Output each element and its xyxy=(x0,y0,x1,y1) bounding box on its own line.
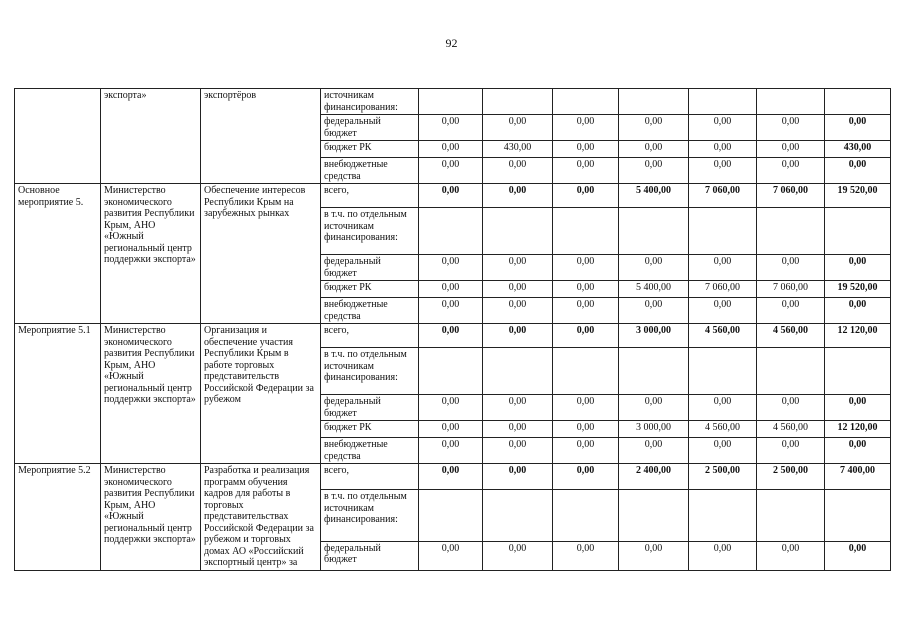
value-cell: 0,00 xyxy=(419,438,483,464)
funding-source-cell: федеральный бюджет xyxy=(321,541,419,570)
measure-cell: Мероприятие 5.2 xyxy=(15,464,101,571)
value-cell: 0,00 xyxy=(619,395,689,421)
measure-cell xyxy=(15,89,101,184)
value-cell: 7 060,00 xyxy=(757,184,825,208)
value-cell xyxy=(553,490,619,542)
value-cell: 7 060,00 xyxy=(689,184,757,208)
value-cell: 5 400,00 xyxy=(619,281,689,298)
value-cell xyxy=(419,490,483,542)
value-cell: 0,00 xyxy=(553,324,619,348)
value-cell: 0,00 xyxy=(619,298,689,324)
total-cell: 0,00 xyxy=(825,158,891,184)
funding-source-cell: внебюджетные средства xyxy=(321,438,419,464)
value-cell: 0,00 xyxy=(483,184,553,208)
funding-source-cell: в т.ч. по отдельным источникам финансирования: xyxy=(321,348,419,395)
value-cell: 0,00 xyxy=(419,298,483,324)
executor-cell: экспорта» xyxy=(101,89,201,184)
value-cell: 0,00 xyxy=(757,298,825,324)
value-cell: 3 000,00 xyxy=(619,324,689,348)
value-cell: 7 060,00 xyxy=(689,281,757,298)
value-cell: 0,00 xyxy=(419,395,483,421)
value-cell: 0,00 xyxy=(757,541,825,570)
value-cell xyxy=(619,89,689,115)
value-cell: 0,00 xyxy=(419,141,483,158)
value-cell: 0,00 xyxy=(483,324,553,348)
executor-cell: Министерство экономического развития Республики Крым, АНО «Южный региональный центр поддержки экспорта» xyxy=(101,184,201,324)
funding-source-cell: источникам финансирования: xyxy=(321,89,419,115)
value-cell: 0,00 xyxy=(689,395,757,421)
value-cell: 0,00 xyxy=(483,281,553,298)
value-cell xyxy=(419,348,483,395)
value-cell: 0,00 xyxy=(553,395,619,421)
value-cell: 0,00 xyxy=(619,541,689,570)
value-cell: 0,00 xyxy=(619,158,689,184)
total-cell: 0,00 xyxy=(825,298,891,324)
value-cell: 0,00 xyxy=(553,115,619,141)
value-cell xyxy=(483,348,553,395)
table-row xyxy=(15,184,891,208)
total-cell: 0,00 xyxy=(825,395,891,421)
page-number: 92 xyxy=(445,36,458,50)
value-cell: 2 500,00 xyxy=(757,464,825,490)
value-cell xyxy=(757,490,825,542)
total-cell: 0,00 xyxy=(825,115,891,141)
measure-cell: Мероприятие 5.1 xyxy=(15,324,101,464)
value-cell: 0,00 xyxy=(483,255,553,281)
value-cell: 7 060,00 xyxy=(757,281,825,298)
value-cell: 2 400,00 xyxy=(619,464,689,490)
value-cell: 4 560,00 xyxy=(757,324,825,348)
value-cell: 0,00 xyxy=(757,115,825,141)
funding-source-cell: федеральный бюджет xyxy=(321,395,419,421)
value-cell: 430,00 xyxy=(483,141,553,158)
value-cell xyxy=(689,348,757,395)
value-cell xyxy=(553,208,619,255)
executor-cell: Министерство экономического развития Республики Крым, АНО «Южный региональный центр поддержки экспорта» xyxy=(101,324,201,464)
value-cell: 0,00 xyxy=(483,115,553,141)
value-cell: 0,00 xyxy=(757,255,825,281)
value-cell: 4 560,00 xyxy=(689,324,757,348)
value-cell xyxy=(757,89,825,115)
value-cell: 0,00 xyxy=(553,541,619,570)
total-cell: 0,00 xyxy=(825,541,891,570)
value-cell: 0,00 xyxy=(553,438,619,464)
value-cell: 0,00 xyxy=(419,464,483,490)
value-cell: 0,00 xyxy=(483,438,553,464)
value-cell: 0,00 xyxy=(483,464,553,490)
budget-table xyxy=(14,88,891,571)
total-cell: 0,00 xyxy=(825,438,891,464)
value-cell: 5 400,00 xyxy=(619,184,689,208)
value-cell xyxy=(483,208,553,255)
value-cell: 0,00 xyxy=(419,184,483,208)
value-cell: 0,00 xyxy=(419,421,483,438)
funding-source-cell: бюджет РК xyxy=(321,281,419,298)
total-cell: 430,00 xyxy=(825,141,891,158)
total-cell: 19 520,00 xyxy=(825,184,891,208)
value-cell: 0,00 xyxy=(419,281,483,298)
total-cell: 19 520,00 xyxy=(825,281,891,298)
value-cell xyxy=(689,89,757,115)
total-cell xyxy=(825,89,891,115)
funding-source-cell: всего, xyxy=(321,324,419,348)
value-cell: 0,00 xyxy=(419,541,483,570)
table-row xyxy=(15,464,891,490)
value-cell xyxy=(553,89,619,115)
value-cell: 0,00 xyxy=(757,438,825,464)
funding-source-cell: внебюджетные средства xyxy=(321,298,419,324)
funding-source-cell: в т.ч. по отдельным источникам финансирования: xyxy=(321,490,419,542)
goal-cell: экспортёров xyxy=(201,89,321,184)
total-cell xyxy=(825,490,891,542)
value-cell: 0,00 xyxy=(553,298,619,324)
value-cell: 4 560,00 xyxy=(757,421,825,438)
value-cell xyxy=(619,490,689,542)
value-cell: 0,00 xyxy=(757,158,825,184)
value-cell: 3 000,00 xyxy=(619,421,689,438)
value-cell: 0,00 xyxy=(553,158,619,184)
value-cell: 0,00 xyxy=(689,115,757,141)
value-cell: 0,00 xyxy=(689,255,757,281)
goal-cell: Организация и обеспечение участия Республики Крым в работе торговых представительств Российской Федерации за рубежом xyxy=(201,324,321,464)
value-cell: 0,00 xyxy=(553,255,619,281)
value-cell: 0,00 xyxy=(619,438,689,464)
funding-source-cell: бюджет РК xyxy=(321,141,419,158)
funding-source-cell: в т.ч. по отдельным источникам финансирования: xyxy=(321,208,419,255)
funding-source-cell: бюджет РК xyxy=(321,421,419,438)
funding-source-cell: всего, xyxy=(321,184,419,208)
value-cell: 0,00 xyxy=(483,298,553,324)
total-cell xyxy=(825,348,891,395)
value-cell: 0,00 xyxy=(553,421,619,438)
value-cell: 0,00 xyxy=(419,115,483,141)
value-cell xyxy=(553,348,619,395)
value-cell xyxy=(419,89,483,115)
funding-source-cell: федеральный бюджет xyxy=(321,255,419,281)
value-cell xyxy=(689,208,757,255)
total-cell: 7 400,00 xyxy=(825,464,891,490)
value-cell xyxy=(757,208,825,255)
value-cell: 0,00 xyxy=(483,541,553,570)
total-cell: 12 120,00 xyxy=(825,324,891,348)
value-cell: 2 500,00 xyxy=(689,464,757,490)
value-cell: 0,00 xyxy=(419,324,483,348)
value-cell xyxy=(689,490,757,542)
total-cell: 12 120,00 xyxy=(825,421,891,438)
value-cell xyxy=(619,348,689,395)
value-cell: 4 560,00 xyxy=(689,421,757,438)
value-cell: 0,00 xyxy=(419,255,483,281)
value-cell: 0,00 xyxy=(553,464,619,490)
funding-source-cell: федеральный бюджет xyxy=(321,115,419,141)
value-cell xyxy=(619,208,689,255)
value-cell: 0,00 xyxy=(619,115,689,141)
value-cell: 0,00 xyxy=(757,395,825,421)
value-cell: 0,00 xyxy=(689,438,757,464)
funding-source-cell: всего, xyxy=(321,464,419,490)
value-cell: 0,00 xyxy=(757,141,825,158)
value-cell xyxy=(757,348,825,395)
measure-cell: Основное мероприятие 5. xyxy=(15,184,101,324)
value-cell: 0,00 xyxy=(553,281,619,298)
executor-cell: Министерство экономического развития Республики Крым, АНО «Южный региональный центр поддержки экспорта» xyxy=(101,464,201,571)
table-row xyxy=(15,89,891,115)
total-cell xyxy=(825,208,891,255)
total-cell: 0,00 xyxy=(825,255,891,281)
value-cell: 0,00 xyxy=(483,395,553,421)
value-cell: 0,00 xyxy=(419,158,483,184)
value-cell xyxy=(483,89,553,115)
value-cell: 0,00 xyxy=(619,141,689,158)
value-cell: 0,00 xyxy=(689,298,757,324)
funding-source-cell: внебюджетные средства xyxy=(321,158,419,184)
value-cell: 0,00 xyxy=(483,158,553,184)
goal-cell: Разработка и реализация программ обучения кадров для работы в торговых представительствах Российской Федерации за рубежом и торговых домах АО «Российский экспортный центр» за xyxy=(201,464,321,571)
value-cell: 0,00 xyxy=(619,255,689,281)
value-cell: 0,00 xyxy=(689,541,757,570)
table-row xyxy=(15,324,891,348)
value-cell: 0,00 xyxy=(689,158,757,184)
value-cell: 0,00 xyxy=(689,141,757,158)
value-cell xyxy=(483,490,553,542)
value-cell: 0,00 xyxy=(553,141,619,158)
value-cell: 0,00 xyxy=(553,184,619,208)
value-cell: 0,00 xyxy=(483,421,553,438)
value-cell xyxy=(419,208,483,255)
goal-cell: Обеспечение интересов Республики Крым на зарубежных рынках xyxy=(201,184,321,324)
